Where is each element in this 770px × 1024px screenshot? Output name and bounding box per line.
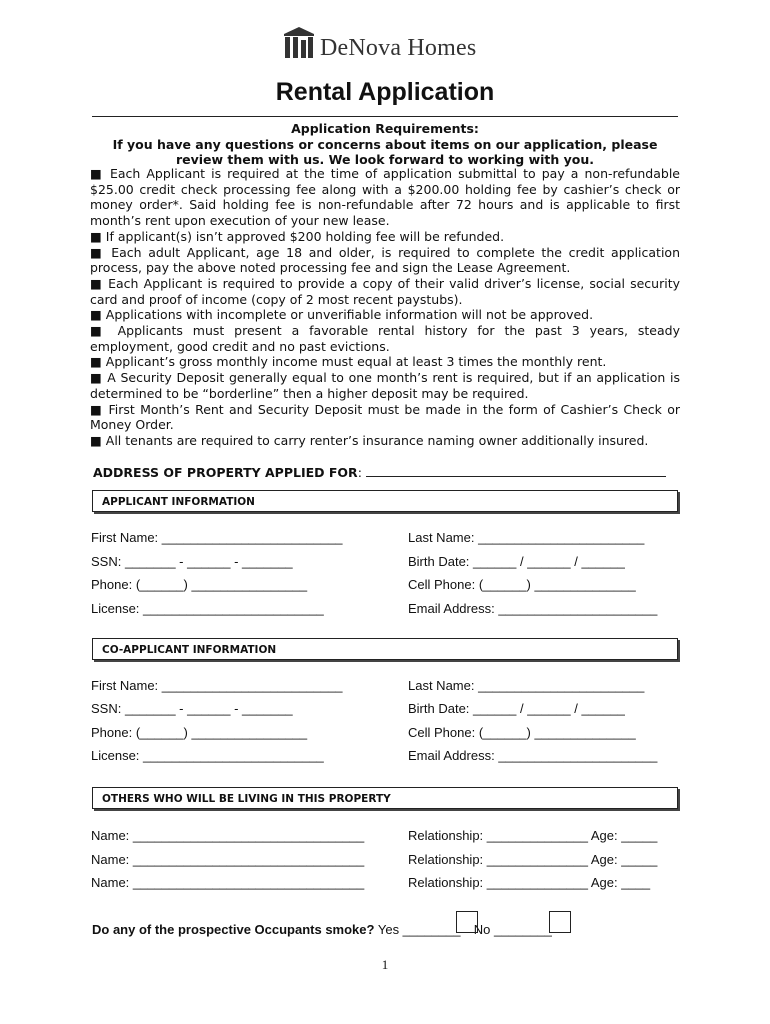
occupant-relationship-age-field[interactable]: Relationship: ______________ Age: _____ xyxy=(408,828,658,843)
occupant-name-field[interactable]: Name: ________________________________ xyxy=(91,852,365,867)
smoke-yes-label: Yes ________ xyxy=(377,922,461,937)
title-divider xyxy=(92,116,678,117)
occupant-relationship-age-field[interactable]: Relationship: ______________ Age: _____ xyxy=(408,852,658,867)
coapplicant-phone-field[interactable]: Phone: (______) ________________ xyxy=(91,725,308,740)
applicant-cell-phone-field[interactable]: Cell Phone: (______) ______________ xyxy=(408,577,636,592)
list-item: ■ Applications with incomplete or unverifiable information will not be approved. xyxy=(90,307,594,323)
property-address-field[interactable]: ADDRESS OF PROPERTY APPLIED FOR: xyxy=(93,465,666,480)
coapplicant-birth-date-field[interactable]: Birth Date: ______ / ______ / ______ xyxy=(408,701,625,716)
occupant-relationship-age-field[interactable]: Relationship: ______________ Age: ____ xyxy=(408,875,651,890)
property-address-label: ADDRESS OF PROPERTY APPLIED FOR xyxy=(93,465,358,480)
company-logo xyxy=(282,26,492,66)
smoke-yes-checkbox[interactable] xyxy=(456,911,478,933)
list-item: ■ First Month’s Rent and Security Deposit must be made in the form of Cashier’s Check or Money Order. xyxy=(90,401,680,433)
list-item: ■ Applicant’s gross monthly income must equal at least 3 times the monthly rent. xyxy=(90,354,607,370)
smoke-question xyxy=(92,922,552,937)
smoke-question-label: Do any of the prospective Occupants smoke? xyxy=(92,922,375,937)
list-item: ■ Each adult Applicant, age 18 and older, is required to complete the credit application process, pay the above noted processing fee and sign the Lease Agreement. xyxy=(90,244,680,276)
applicant-phone-field[interactable]: Phone: (______) ________________ xyxy=(91,577,308,592)
list-item: ■ Each Applicant is required at the time of application submittal to pay a non-refundable $25.00 credit check processing fee along with a $200.00 holding fee by cashier’s check or money order*. Said holding fee is non-refundable after 72 hours and is applicable to first month’s rent upon execution of your new lease. xyxy=(90,166,680,229)
applicant-last-name-field[interactable]: Last Name: _______________________ xyxy=(408,530,645,545)
coapplicant-first-name-field[interactable]: First Name: _________________________ xyxy=(91,678,343,693)
others-section-header: OTHERS WHO WILL BE LIVING IN THIS PROPERTY xyxy=(92,787,678,809)
requirements-heading: Application Requirements: If you have any questions or concerns about items on our application, please review them with us. We look forward to working with you. xyxy=(90,121,680,168)
coapplicant-license-field[interactable]: License: _________________________ xyxy=(91,748,324,763)
applicant-ssn-field[interactable]: SSN: _______ - ______ - _______ xyxy=(91,554,293,569)
coapplicant-cell-phone-field[interactable]: Cell Phone: (______) ______________ xyxy=(408,725,636,740)
page-title: Rental Application xyxy=(275,78,495,106)
list-item: ■ A Security Deposit generally equal to one month’s rent is required, but if an application is determined to be “borderline” then a higher deposit may be required. xyxy=(90,370,680,401)
requirements-intro: If you have any questions or concerns about items on our application, please review them with us. We look forward to working with you. xyxy=(112,136,658,168)
coapplicant-ssn-field[interactable]: SSN: _______ - ______ - _______ xyxy=(91,701,293,716)
applicant-birth-date-field[interactable]: Birth Date: ______ / ______ / ______ xyxy=(408,554,625,569)
coapplicant-last-name-field[interactable]: Last Name: _______________________ xyxy=(408,678,645,693)
applicant-section-header: APPLICANT INFORMATION xyxy=(92,490,678,512)
brand-name: DeNova Homes xyxy=(320,35,477,61)
occupant-name-field[interactable]: Name: ________________________________ xyxy=(91,828,365,843)
list-item: ■ Each Applicant is required to provide a copy of their valid driver’s license, social security card and proof of income (copy of 2 most recent paystubs). xyxy=(90,275,680,307)
house-columns-icon xyxy=(282,26,316,60)
smoke-no-checkbox[interactable] xyxy=(549,911,571,933)
list-item: ■ Applicants must present a favorable rental history for the past 3 years, steady employment, good credit and no past evictions. xyxy=(90,323,680,354)
list-item: ■ If applicant(s) isn’t approved $200 holding fee will be refunded. xyxy=(90,228,505,244)
page-number: 1 xyxy=(381,957,389,972)
applicant-email-field[interactable]: Email Address: ______________________ xyxy=(408,601,658,616)
applicant-license-field[interactable]: License: _________________________ xyxy=(91,601,324,616)
smoke-no-label: No ________ xyxy=(473,922,552,937)
requirements-list xyxy=(90,166,680,449)
occupant-name-field[interactable]: Name: ________________________________ xyxy=(91,875,365,890)
property-address-line[interactable] xyxy=(366,476,666,477)
coapplicant-email-field[interactable]: Email Address: ______________________ xyxy=(408,748,658,763)
list-item: ■ All tenants are required to carry renter’s insurance naming owner additionally insured. xyxy=(90,432,649,448)
coapplicant-section-header: CO-APPLICANT INFORMATION xyxy=(92,638,678,660)
applicant-first-name-field[interactable]: First Name: _________________________ xyxy=(91,530,343,545)
